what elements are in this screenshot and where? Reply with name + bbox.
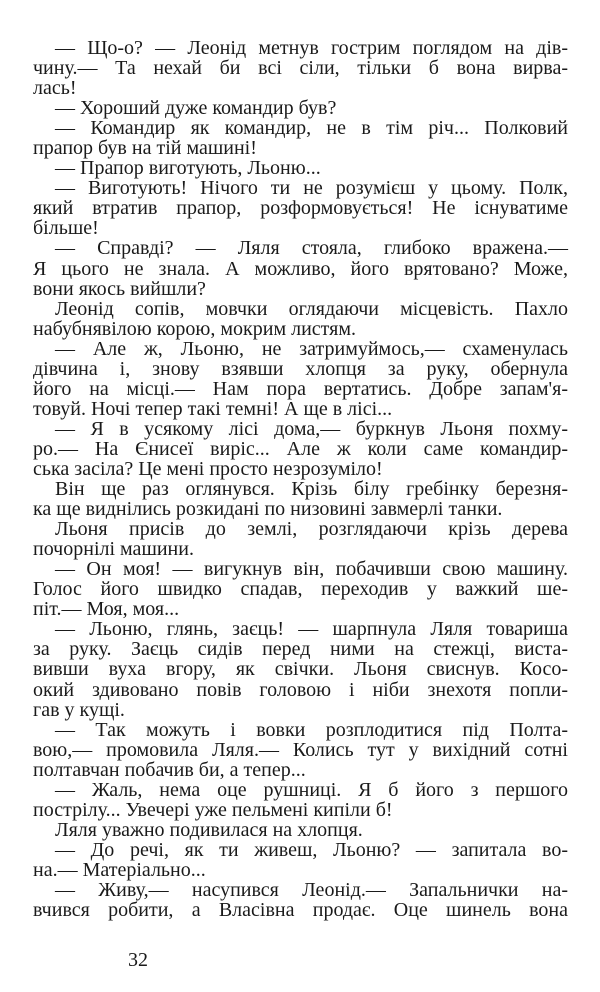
text-line: — Але ж, Льоню, не затримуймось,— схаменулась: [55, 337, 568, 360]
text-line: Голос його швидко спадав, переходив у важкий ше-: [33, 578, 568, 601]
text-line: — Я в усякому лісі дома,— буркнув Льоня похму-: [55, 417, 568, 440]
text-line: його на місці.— Нам пора вертатись. Добре запам'я-: [33, 377, 568, 400]
paragraph: [33, 419, 568, 479]
text-line: гав у кущі.: [33, 698, 125, 721]
text-line: окий здивовано повів головою і ніби знехотя попли-: [33, 678, 568, 701]
page-number: 32: [128, 949, 148, 971]
text-line: — Прапор виготують, Льоню...: [55, 157, 321, 180]
text-line: — Живу,— насупився Леонід.— Запальнички на-: [55, 878, 568, 901]
paragraph: [33, 118, 568, 158]
text-line: ро.— На Єнисеї виріс... Але ж коли саме командир-: [33, 437, 568, 460]
text-line: — Жаль, нема оце рушниці. Я б його з першого: [55, 778, 568, 801]
paragraph: [33, 178, 568, 238]
paragraph: [33, 238, 568, 298]
body-text: [33, 38, 568, 920]
text-line: — Так можуть і вовки розплодитися під Полта-: [55, 718, 568, 741]
text-line: вивши вуха вгору, як свічки. Льоня свиснув. Косо-: [33, 658, 568, 681]
paragraph: [33, 339, 568, 419]
text-line: почорнілі машини.: [33, 538, 194, 561]
text-line: пострілу... Увечері уже пельмені кипіли б!: [33, 798, 393, 821]
text-line: Леонід сопів, мовчки оглядаючи місцевість. Пахло: [55, 297, 568, 320]
text-line: Ляля уважно подивилася на хлопця.: [55, 818, 363, 841]
text-line: Я цього не знала. А можливо, його врятовано? Може,: [33, 257, 568, 280]
text-line: — Хороший дуже командир був?: [55, 97, 337, 120]
text-line: лась!: [33, 77, 77, 100]
paragraph: [33, 38, 568, 98]
text-line: набубнявілою корою, мокрим листям.: [33, 317, 356, 340]
text-line: Льоня присів до землі, розглядаючи крізь дерева: [55, 518, 568, 541]
text-line: — До речі, як ти живеш, Льоню? — запитала во-: [55, 838, 568, 861]
text-line: — Он моя! — вигукнув він, побачивши свою машину.: [55, 558, 568, 581]
paragraph: [33, 299, 568, 339]
paragraph: [33, 479, 568, 519]
text-line: на.— Матеріально...: [33, 858, 206, 881]
text-line: прапор був на тій машині!: [33, 137, 257, 160]
paragraph: [33, 780, 568, 820]
text-line: піт.— Моя, моя...: [33, 598, 180, 621]
text-line: — Що-о? — Леонід метнув гострим поглядом на дів-: [55, 37, 568, 59]
text-line: вою,— промовила Ляля.— Колись тут у вихідний сотні: [33, 738, 568, 761]
text-line: який втратив прапор, розформовується! Не існуватиме: [33, 197, 568, 220]
paragraph: [33, 880, 568, 920]
paragraph: [33, 519, 568, 559]
text-line: за руку. Заєць сидів перед ними на стежці, виста-: [33, 638, 568, 661]
text-line: ська засіла? Це мені просто незрозуміло!: [33, 457, 383, 480]
text-line: дівчина і, знову взявши хлопця за руку, обернула: [33, 357, 568, 380]
paragraph: [33, 619, 568, 719]
paragraph: [33, 840, 568, 880]
text-line: — Льоню, глянь, заєць! — шарпнула Ляля товариша: [55, 618, 568, 641]
text-line: — Виготують! Нічого ти не розумієш у цьому. Полк,: [55, 177, 568, 200]
text-line: полтавчан побачив би, а тепер...: [33, 758, 306, 781]
paragraph: [33, 820, 568, 840]
text-line: товуй. Ночі тепер такі темні! А ще в лісі...: [33, 397, 393, 420]
text-line: більше!: [33, 217, 99, 240]
text-line: — Командир як командир, не в тім річ... Полковий: [55, 117, 568, 140]
text-line: вчився робити, а Власівна продає. Оце шинель вона: [33, 899, 568, 922]
text-line: вони якось вийшли?: [33, 277, 206, 300]
paragraph: [33, 98, 568, 118]
text-line: чину.— Та нехай би всі сіли, тільки б вона вирва-: [33, 57, 568, 80]
text-line: — Справді? — Ляля стояла, глибоко вражена.—: [55, 237, 568, 260]
text-line: ка ще виднілись розкидані по низовині завмерлі танки.: [33, 498, 503, 521]
paragraph: [33, 158, 568, 178]
paragraph: [33, 559, 568, 619]
text-line: Він ще раз оглянувся. Крізь білу гребінку березня-: [55, 478, 568, 501]
paragraph: [33, 720, 568, 780]
